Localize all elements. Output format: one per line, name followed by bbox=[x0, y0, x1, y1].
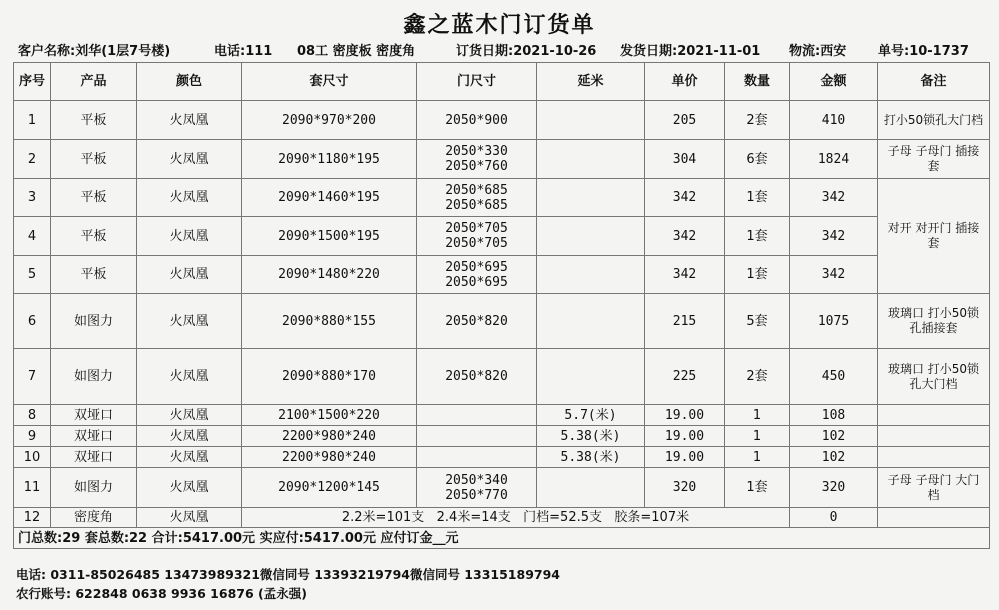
cell-unit-price: 225 bbox=[645, 349, 725, 405]
col-color: 颜色 bbox=[137, 63, 242, 101]
material-spec: 08工 密度板 密度角 bbox=[297, 44, 416, 59]
cell-color: 火凤凰 bbox=[137, 405, 242, 426]
cell-unit-price: 342 bbox=[645, 256, 725, 294]
cell-unit-price: 19.00 bbox=[645, 405, 725, 426]
table-row bbox=[14, 217, 990, 256]
cell-unit-price: 320 bbox=[645, 468, 725, 508]
cell-extension bbox=[537, 101, 645, 140]
col-amount: 金额 bbox=[790, 63, 878, 101]
cell-product: 如图力 bbox=[51, 294, 137, 349]
cell-color: 火凤凰 bbox=[137, 447, 242, 468]
contact-phones: 电话: 0311-85026485 13473989321微信同号 13393219794微信同号 13315189794 bbox=[16, 567, 560, 582]
table-row bbox=[14, 179, 990, 217]
cell-color: 火凤凰 bbox=[137, 179, 242, 217]
cell-amount: 342 bbox=[790, 256, 878, 294]
cell-extension bbox=[537, 217, 645, 256]
cell-amount: 108 bbox=[790, 405, 878, 426]
cell-set-size: 2090*880*155 bbox=[242, 294, 417, 349]
customer-phone: 电话:111 bbox=[214, 44, 273, 59]
cell-amount: 1824 bbox=[790, 140, 878, 179]
cell-amount: 0 bbox=[790, 508, 878, 528]
cell-product: 平板 bbox=[51, 217, 137, 256]
cell-set-size: 2090*1500*195 bbox=[242, 217, 417, 256]
cell-corner-details: 2.2米=101支 2.4米=14支 门档=52.5支 胶条=107米 bbox=[242, 508, 790, 528]
col-extension: 延米 bbox=[537, 63, 645, 101]
ship-date: 发货日期:2021-11-01 bbox=[620, 44, 761, 59]
cell-product: 平板 bbox=[51, 140, 137, 179]
cell-amount: 342 bbox=[790, 179, 878, 217]
customer-name: 客户名称:刘华(1层7号楼) bbox=[18, 44, 171, 59]
cell-seq: 9 bbox=[14, 426, 51, 447]
cell-extension bbox=[537, 140, 645, 179]
door-size-value: 2050*820 bbox=[445, 369, 508, 384]
cell-qty: 1 bbox=[725, 447, 790, 468]
cell-unit-price: 342 bbox=[645, 179, 725, 217]
cell-color: 火凤凰 bbox=[137, 508, 242, 528]
cell-amount: 102 bbox=[790, 447, 878, 468]
cell-seq: 3 bbox=[14, 179, 51, 217]
col-set-size: 套尺寸 bbox=[242, 63, 417, 101]
cell-note bbox=[878, 405, 990, 426]
cell-seq: 7 bbox=[14, 349, 51, 405]
cell-note: 对开 对开门 插接套 bbox=[878, 179, 990, 294]
cell-qty: 1套 bbox=[725, 468, 790, 508]
cell-extension: 5.38(米) bbox=[537, 426, 645, 447]
cell-extension bbox=[537, 349, 645, 405]
cell-qty: 1 bbox=[725, 426, 790, 447]
cell-product: 密度角 bbox=[51, 508, 137, 528]
order-table bbox=[13, 62, 990, 549]
cell-set-size: 2090*1460*195 bbox=[242, 179, 417, 217]
cell-unit-price: 215 bbox=[645, 294, 725, 349]
cell-seq: 1 bbox=[14, 101, 51, 140]
cell-extension: 5.38(米) bbox=[537, 447, 645, 468]
cell-note: 玻璃口 打小50锁孔插接套 bbox=[878, 294, 990, 349]
cell-product: 如图力 bbox=[51, 468, 137, 508]
cell-seq: 5 bbox=[14, 256, 51, 294]
col-product: 产品 bbox=[51, 63, 137, 101]
cell-color: 火凤凰 bbox=[137, 256, 242, 294]
cell-qty: 6套 bbox=[725, 140, 790, 179]
door-size-value: 2050*695 bbox=[445, 274, 508, 290]
cell-qty: 5套 bbox=[725, 294, 790, 349]
table-header-row bbox=[14, 63, 990, 101]
cell-unit-price: 342 bbox=[645, 217, 725, 256]
cell-seq: 11 bbox=[14, 468, 51, 508]
cell-set-size: 2090*880*170 bbox=[242, 349, 417, 405]
cell-extension bbox=[537, 256, 645, 294]
cell-extension bbox=[537, 294, 645, 349]
door-size-value: 2050*760 bbox=[445, 159, 508, 174]
cell-qty: 1套 bbox=[725, 256, 790, 294]
door-size-value: 2050*330 bbox=[445, 144, 508, 159]
door-size-value: 2050*770 bbox=[445, 487, 508, 503]
table-row bbox=[14, 294, 990, 349]
cell-extension bbox=[537, 179, 645, 217]
door-size-value: 2050*685 bbox=[445, 197, 508, 213]
col-door-size: 门尺寸 bbox=[417, 63, 537, 101]
cell-set-size: 2090*1180*195 bbox=[242, 140, 417, 179]
cell-unit-price: 19.00 bbox=[645, 447, 725, 468]
cell-unit-price: 19.00 bbox=[645, 426, 725, 447]
cell-amount: 320 bbox=[790, 468, 878, 508]
cell-amount: 342 bbox=[790, 217, 878, 256]
cell-color: 火凤凰 bbox=[137, 217, 242, 256]
cell-color: 火凤凰 bbox=[137, 140, 242, 179]
cell-color: 火凤凰 bbox=[137, 294, 242, 349]
cell-qty: 2套 bbox=[725, 101, 790, 140]
door-size-value: 2050*820 bbox=[445, 313, 508, 329]
cell-door-size bbox=[417, 349, 537, 405]
cell-unit-price: 205 bbox=[645, 101, 725, 140]
table-row bbox=[14, 101, 990, 140]
table-row bbox=[14, 426, 990, 447]
table-row bbox=[14, 508, 990, 528]
cell-seq: 6 bbox=[14, 294, 51, 349]
door-size-value: 2050*900 bbox=[445, 112, 508, 128]
order-number: 单号:10-1737 bbox=[878, 44, 969, 59]
cell-door-size bbox=[417, 256, 537, 294]
cell-seq: 4 bbox=[14, 217, 51, 256]
cell-note bbox=[878, 447, 990, 468]
door-size-value: 2050*340 bbox=[445, 472, 508, 488]
cell-set-size: 2090*1200*145 bbox=[242, 468, 417, 508]
cell-door-size bbox=[417, 426, 537, 447]
cell-product: 平板 bbox=[51, 101, 137, 140]
cell-product: 平板 bbox=[51, 179, 137, 217]
cell-qty: 2套 bbox=[725, 349, 790, 405]
table-row bbox=[14, 140, 990, 179]
cell-qty: 1 bbox=[725, 405, 790, 426]
door-size-value: 2050*705 bbox=[445, 221, 508, 236]
cell-seq: 2 bbox=[14, 140, 51, 179]
cell-door-size bbox=[417, 179, 537, 217]
page-title: 鑫之蓝木门订货单 bbox=[403, 13, 596, 38]
cell-door-size bbox=[417, 447, 537, 468]
table-row bbox=[14, 468, 990, 508]
cell-seq: 12 bbox=[14, 508, 51, 528]
cell-seq: 10 bbox=[14, 447, 51, 468]
cell-note: 子母 子母门 插接套 bbox=[878, 140, 990, 179]
cell-note: 子母 子母门 大门档 bbox=[878, 468, 990, 508]
cell-product: 双垭口 bbox=[51, 447, 137, 468]
cell-set-size: 2100*1500*220 bbox=[242, 405, 417, 426]
cell-door-size bbox=[417, 294, 537, 349]
cell-extension bbox=[537, 468, 645, 508]
cell-product: 平板 bbox=[51, 256, 137, 294]
col-note: 备注 bbox=[878, 63, 990, 101]
col-unit-price: 单价 bbox=[645, 63, 725, 101]
col-qty: 数量 bbox=[725, 63, 790, 101]
cell-unit-price: 304 bbox=[645, 140, 725, 179]
col-seq: 序号 bbox=[14, 63, 51, 101]
cell-product: 双垭口 bbox=[51, 405, 137, 426]
cell-amount: 450 bbox=[790, 349, 878, 405]
table-row bbox=[14, 349, 990, 405]
cell-extension: 5.7(米) bbox=[537, 405, 645, 426]
door-size-value: 2050*695 bbox=[445, 259, 508, 275]
order-date: 订货日期:2021-10-26 bbox=[456, 44, 597, 59]
cell-product: 双垭口 bbox=[51, 426, 137, 447]
logistics: 物流:西安 bbox=[789, 44, 847, 59]
cell-note bbox=[878, 426, 990, 447]
summary-row bbox=[14, 528, 990, 549]
cell-note bbox=[878, 508, 990, 528]
table-row bbox=[14, 447, 990, 468]
cell-qty: 1套 bbox=[725, 179, 790, 217]
cell-note: 打小50锁孔大门档 bbox=[878, 101, 990, 140]
cell-door-size bbox=[417, 101, 537, 140]
cell-product: 如图力 bbox=[51, 349, 137, 405]
door-size-value: 2050*705 bbox=[445, 236, 508, 251]
cell-note: 玻璃口 打小50锁孔大门档 bbox=[878, 349, 990, 405]
cell-door-size bbox=[417, 217, 537, 256]
cell-qty: 1套 bbox=[725, 217, 790, 256]
cell-set-size: 2200*980*240 bbox=[242, 426, 417, 447]
cell-door-size bbox=[417, 140, 537, 179]
cell-color: 火凤凰 bbox=[137, 349, 242, 405]
cell-set-size: 2200*980*240 bbox=[242, 447, 417, 468]
door-size-value: 2050*685 bbox=[445, 182, 508, 198]
cell-color: 火凤凰 bbox=[137, 426, 242, 447]
cell-set-size: 2090*1480*220 bbox=[242, 256, 417, 294]
bank-account: 农行账号: 622848 0638 9936 16876 (孟永强) bbox=[16, 586, 307, 601]
cell-seq: 8 bbox=[14, 405, 51, 426]
order-summary: 门总数:29 套总数:22 合计:5417.00元 实应付:5417.00元 应付订金__元 bbox=[14, 528, 990, 549]
cell-color: 火凤凰 bbox=[137, 468, 242, 508]
cell-set-size: 2090*970*200 bbox=[242, 101, 417, 140]
table-row bbox=[14, 256, 990, 294]
table-row bbox=[14, 405, 990, 426]
cell-amount: 102 bbox=[790, 426, 878, 447]
cell-amount: 1075 bbox=[790, 294, 878, 349]
cell-color: 火凤凰 bbox=[137, 101, 242, 140]
cell-door-size bbox=[417, 405, 537, 426]
cell-door-size bbox=[417, 468, 537, 508]
cell-amount: 410 bbox=[790, 101, 878, 140]
